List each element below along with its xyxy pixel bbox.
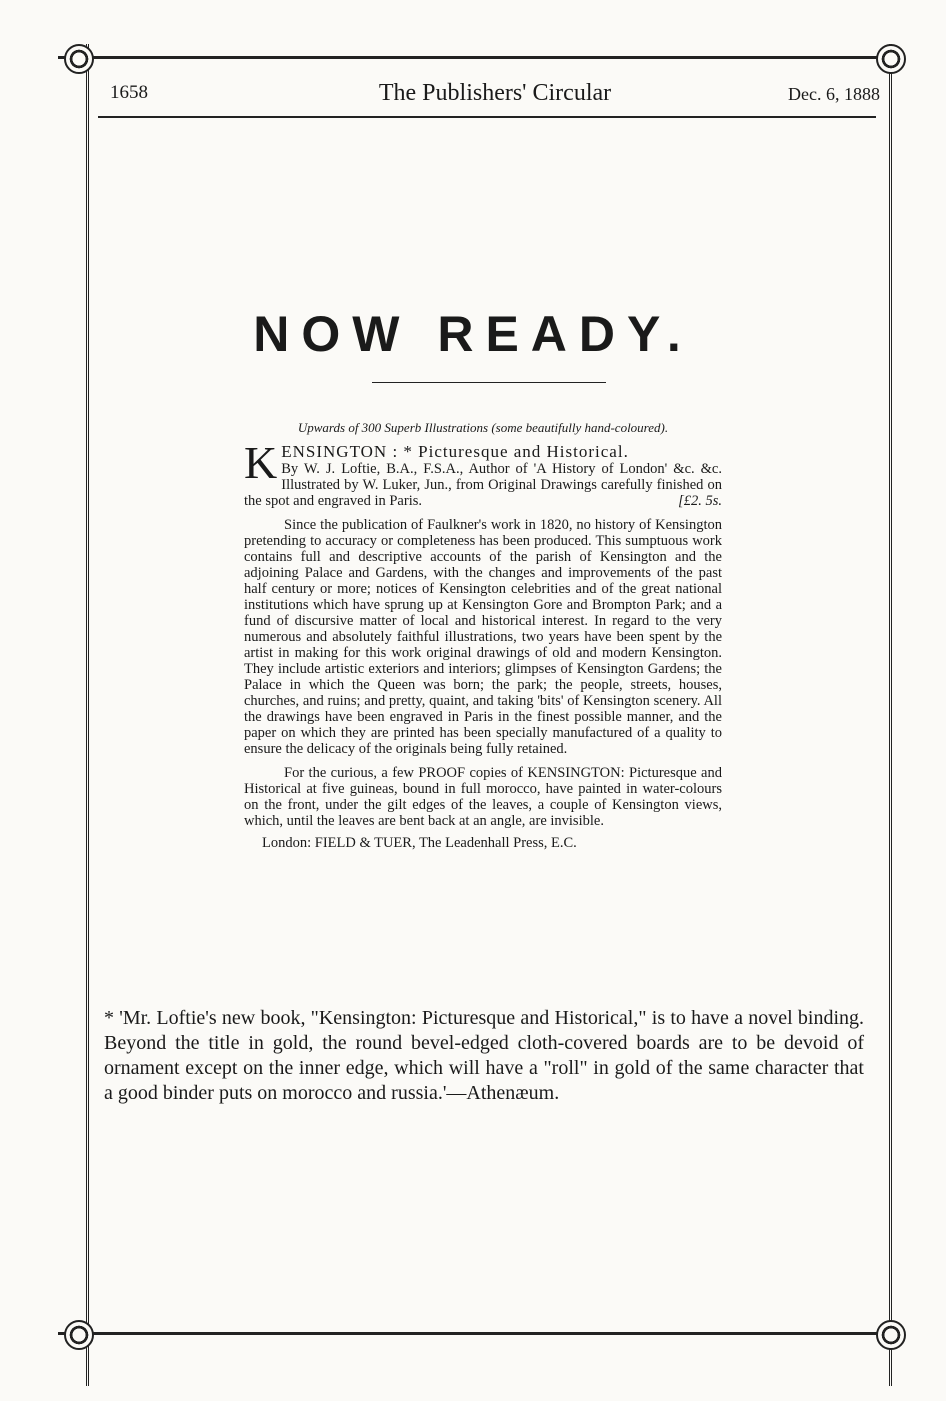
byline-text: By W. J. Loftie, B.A., F.S.A., Author of 'A History of London' &c. &c. Illustrated by W. Luker, Jun., from Original Drawings carefully finished on the spot and engraved in Paris. (244, 461, 722, 509)
header-rule (98, 116, 876, 118)
drop-cap: K (244, 437, 278, 488)
advert-paragraph-2: For the curious, a few PROOF copies of KENSINGTON: Picturesque and Historical at five guineas, bound in full morocco, have painted in water-colours on the front, under the gilt edges of the leaves, a couple of Kensington views, which, until the leaves are bent back at an angle, are invisible. (244, 765, 722, 829)
corner-ornament-icon (64, 44, 94, 74)
book-title: ENSINGTON : * Picturesque and Historical. (281, 442, 629, 461)
issue-date: Dec. 6, 1888 (788, 84, 880, 104)
publisher-imprint: London: FIELD & TUER, The Leadenhall Press, E.C. (262, 835, 577, 851)
advert-tagline: Upwards of 300 Superb Illustrations (some beautifully hand-coloured). (297, 420, 669, 435)
headline: NOW READY. (253, 306, 693, 362)
book-byline (244, 461, 722, 509)
journal-title: The Publishers' Circular (378, 80, 612, 106)
advert-paragraph-1: Since the publication of Faulkner's work in 1820, no history of Kensington pretending to accuracy or completeness has been produced. This sumptuous work contains full and descriptive accounts of the parish of Kensington and the adjoining Palace and Gardens, with the changes and improvements of the past half century or more; notices of Kensington celebrities and of the great national institutions which have sprung up at Kensington Gore and Brompton Park; and a fund of discursive matter of local and historical interest. In regard to the very numerous and absolutely faithful illustrations, two years have been spent by the artist in making for this work original drawings of old and modern Kensington. They include artistic exteriors and interiors; glimpses of Kensington Gardens; the Palace in which the Queen was born; the park; the people, streets, houses, churches, and ruins; and pretty, quaint, and taking 'bits' of Kensington scenery. All the drawings have been engraved in Paris in the finest possible manner, and the paper on which they are printed has been specially manufactured of a quality to ensure the delicacy of the originals being fully retained. (244, 517, 722, 757)
book-entry (244, 437, 722, 509)
page-number: 1658 (110, 82, 148, 103)
corner-ornament-icon (876, 44, 906, 74)
corner-ornament-icon (64, 1320, 94, 1350)
bottom-border-rule (58, 1332, 904, 1335)
corner-ornament-icon (876, 1320, 906, 1350)
running-header (110, 80, 880, 110)
athenaeum-quote: * 'Mr. Loftie's new book, "Kensington: Picturesque and Historical," is to have a novel binding. Beyond the title in gold, the round bevel-edged cloth-covered boards are to be devoid of ornament except on the inner edge, which will have a "roll" in gold of the same character that a good binder puts on morocco and russia.'—Athenæum. (104, 1007, 864, 1104)
book-price: [£2. 5s. (678, 493, 722, 509)
headline-rule (372, 382, 606, 383)
book-advertisement (244, 420, 722, 851)
top-border-rule (58, 56, 904, 59)
